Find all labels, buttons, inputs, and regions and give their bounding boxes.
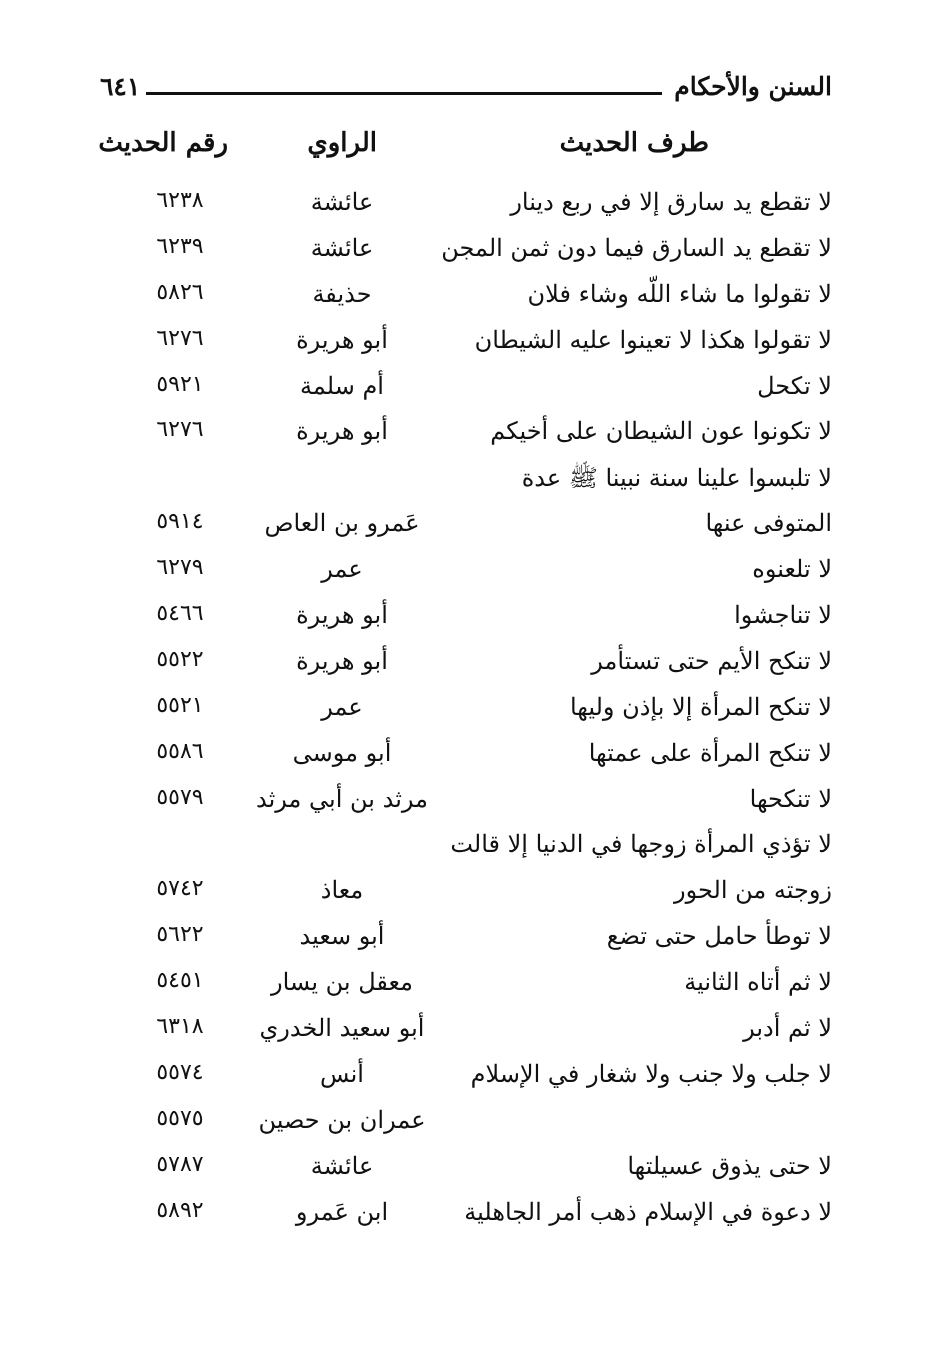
table-row — [100, 457, 832, 503]
hadith-text: لا تقطع يد سارق إلا في ربع دينار — [510, 188, 832, 216]
table-row — [100, 366, 832, 412]
table-row — [100, 228, 832, 274]
hadith-text: زوجته من الحور — [674, 876, 832, 905]
hadith-number: ٥٤٦٦ — [156, 601, 204, 627]
hadith-text: لا دعوة في الإسلام ذهب أمر الجاهلية — [464, 1197, 832, 1226]
narrator-name: أبو سعيد الخدري — [259, 1014, 425, 1043]
hadith-text: لا تقولوا ما شاء اللّه وشاء فلان — [527, 279, 832, 308]
hadith-number: ٥٨٩٢ — [156, 1197, 204, 1223]
narrator-name: عمر — [321, 692, 363, 721]
hadith-number: ٦٣١٨ — [156, 1014, 204, 1040]
hadith-number: ٥٧٨٧ — [156, 1151, 204, 1177]
column-header-narrator: الراوي — [307, 128, 377, 158]
narrator-name: معقل بن يسار — [271, 968, 413, 997]
table-row — [100, 824, 832, 870]
hadith-text: المتوفى عنها — [705, 509, 832, 538]
narrator-name: عائشة — [310, 233, 374, 262]
hadith-text: لا حتى يذوق عسيلتها — [627, 1151, 832, 1180]
table-row — [100, 641, 832, 687]
book-title: السنن والأحكام — [674, 72, 832, 101]
hadith-number: ٦٢٧٩ — [156, 555, 204, 581]
page-number: ٦٤١ — [100, 72, 141, 101]
hadith-text: لا تنكح المرأة إلا بإذن وليها — [569, 692, 832, 721]
hadith-number: ٥٤٥١ — [156, 968, 204, 994]
hadith-index-table — [100, 182, 832, 1237]
running-header — [100, 64, 832, 112]
hadith-number: ٦٢٣٩ — [156, 233, 204, 259]
table-row — [100, 549, 832, 595]
hadith-number: ٥٥٢٢ — [156, 646, 204, 672]
table-row — [100, 1100, 832, 1146]
narrator-name: عَمرو بن العاص — [264, 509, 420, 538]
table-row — [100, 411, 832, 457]
narrator-name: ابن عَمرو — [295, 1197, 389, 1226]
hadith-text: لا تنكحها — [749, 784, 832, 813]
hadith-number: ٥٥٧٩ — [156, 784, 204, 810]
narrator-name: معاذ — [320, 876, 364, 905]
hadith-number: ٥٩١٤ — [156, 509, 204, 535]
narrator-name: أبو سعيد — [299, 922, 385, 951]
narrator-name: أم سلمة — [300, 371, 384, 400]
hadith-text: لا جلب ولا جنب ولا شغار في الإسلام — [470, 1059, 832, 1088]
narrator-name: حذيفة — [312, 279, 372, 308]
table-row — [100, 595, 832, 641]
column-header-number: رقم الحديث — [98, 128, 228, 158]
table-row — [100, 687, 832, 733]
narrator-name: عمر — [321, 555, 363, 584]
column-header-hadith: طرف الحديث — [559, 128, 709, 158]
hadith-text: لا ثم أتاه الثانية — [684, 968, 832, 997]
table-row — [100, 916, 832, 962]
table-row — [100, 733, 832, 779]
hadith-text: لا ثم أدبر — [743, 1014, 832, 1043]
hadith-text: لا تنكح المرأة على عمتها — [588, 738, 832, 767]
narrator-name: عائشة — [310, 188, 374, 216]
hadith-number: ٦٢٧٦ — [156, 325, 204, 351]
narrator-name: عائشة — [310, 1151, 374, 1180]
table-row — [100, 1192, 832, 1238]
hadith-text: لا تلعنوه — [752, 555, 832, 584]
hadith-text: لا تقطع يد السارق فيما دون ثمن المجن — [441, 233, 832, 262]
hadith-number: ٥٥٧٤ — [156, 1059, 204, 1085]
column-headers — [100, 128, 832, 176]
hadith-text: لا تقولوا هكذا لا تعينوا عليه الشيطان — [474, 325, 832, 354]
narrator-name: أبو هريرة — [296, 325, 388, 354]
hadith-number: ٥٥٢١ — [156, 692, 204, 718]
hadith-number: ٥٦٢٢ — [156, 922, 204, 948]
narrator-name: أبو هريرة — [296, 417, 388, 446]
narrator-name: أبو هريرة — [296, 601, 388, 630]
narrator-name: أبو موسى — [292, 738, 392, 767]
hadith-text: لا تؤذي المرأة زوجها في الدنيا إلا قالت — [450, 830, 832, 859]
narrator-name: أبو هريرة — [296, 646, 388, 675]
hadith-text: لا تلبسوا علينا سنة نبينا ﷺ عدة — [521, 464, 832, 493]
table-row — [100, 274, 832, 320]
hadith-text: لا تنكح الأيم حتى تستأمر — [591, 646, 832, 675]
hadith-text: لا تكونوا عون الشيطان على أخيكم — [490, 417, 832, 446]
table-row — [100, 182, 832, 228]
table-row — [100, 1008, 832, 1054]
hadith-number: ٥٧٤٢ — [156, 876, 204, 902]
hadith-number: ٦٢٣٨ — [156, 188, 204, 213]
table-row — [100, 779, 832, 825]
hadith-text: لا تناجشوا — [734, 601, 832, 630]
hadith-number: ٥٨٢٦ — [156, 279, 204, 305]
table-row — [100, 503, 832, 549]
hadith-text: لا تكحل — [757, 371, 832, 400]
hadith-text: لا توطأ حامل حتى تضع — [606, 922, 832, 951]
hadith-number: ٥٥٨٦ — [156, 738, 204, 764]
table-row — [100, 320, 832, 366]
narrator-name: أنس — [320, 1059, 364, 1088]
hadith-number: ٦٢٧٦ — [156, 417, 204, 443]
hadith-number: ٥٥٧٥ — [156, 1105, 204, 1131]
narrator-name: مرثد بن أبي مرثد — [256, 784, 428, 813]
table-row — [100, 870, 832, 916]
table-row — [100, 1054, 832, 1100]
hadith-number: ٥٩٢١ — [156, 371, 204, 397]
table-row — [100, 1146, 832, 1192]
table-row — [100, 962, 832, 1008]
narrator-name: عمران بن حصين — [258, 1105, 426, 1134]
header-rule — [146, 92, 662, 95]
